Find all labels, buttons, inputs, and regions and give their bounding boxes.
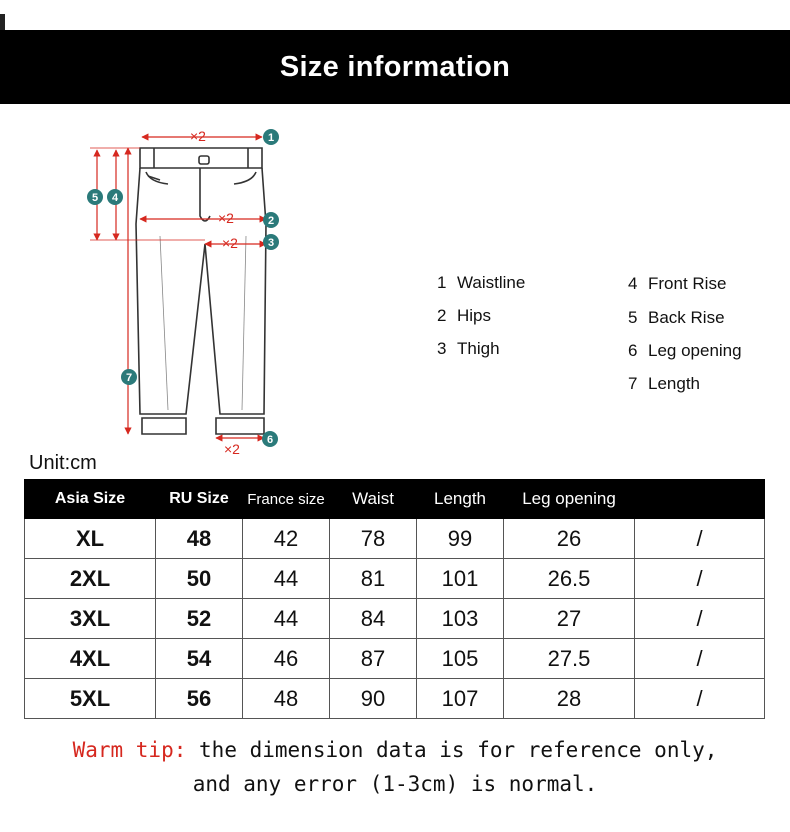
table-row: [25, 679, 765, 719]
table-cell: 56: [156, 679, 243, 719]
size-table: [24, 479, 765, 719]
table-cell: 26.5: [504, 559, 635, 599]
table-cell: 26: [504, 519, 635, 559]
marker-3: [263, 234, 279, 250]
table-cell: 28: [504, 679, 635, 719]
table-cell: 105: [417, 639, 504, 679]
table-cell: 103: [417, 599, 504, 639]
table-cell: XL: [25, 519, 156, 559]
svg-text:5: 5: [91, 192, 99, 204]
table-cell: 5XL: [25, 679, 156, 719]
table-cell: 50: [156, 559, 243, 599]
column-header: [635, 480, 765, 519]
svg-text:1: 1: [267, 132, 275, 144]
page-title: Size information: [279, 50, 511, 83]
table-cell: /: [635, 639, 765, 679]
pants-outline: [136, 148, 266, 434]
warm-tip-prefix: Warm tip:: [72, 738, 187, 762]
legend-item-hips: 2 Hips: [437, 306, 492, 325]
column-header: Length: [417, 480, 504, 519]
table-cell: 99: [417, 519, 504, 559]
marker-5: [87, 189, 103, 205]
multiplier-label: ×2: [218, 210, 234, 226]
svg-text:2: 2: [267, 215, 275, 227]
table-cell: 84: [330, 599, 417, 639]
column-header: Leg opening: [504, 480, 635, 519]
marker-1: [263, 129, 279, 145]
table-row: [25, 599, 765, 639]
warm-tip-line-2: [0, 772, 790, 796]
table-cell: 107: [417, 679, 504, 719]
warm-tip-text: the dimension data is for reference only,: [199, 738, 718, 762]
column-header: Waist: [330, 480, 417, 519]
legend-item-leg-opening: 6 Leg opening: [628, 341, 742, 360]
warm-tip-line-1: [0, 738, 790, 762]
svg-text:3: 3: [267, 237, 275, 249]
multiplier-label: ×2: [224, 441, 240, 457]
table-cell: 48: [156, 519, 243, 559]
legend-item-front-rise: 4 Front Rise: [628, 274, 727, 293]
table-cell: 46: [243, 639, 330, 679]
legend-item-back-rise: 5 Back Rise: [628, 308, 725, 327]
table-cell: 52: [156, 599, 243, 639]
marker-7: [121, 369, 137, 385]
table-cell: 2XL: [25, 559, 156, 599]
table-cell: 81: [330, 559, 417, 599]
svg-text:6: 6: [266, 434, 274, 446]
marker-6: [262, 431, 278, 447]
corner-mark: [0, 14, 5, 30]
table-cell: 27.5: [504, 639, 635, 679]
legend-item-thigh: 3 Thigh: [437, 339, 500, 358]
measurement-lines: [90, 137, 266, 438]
pants-measurement-diagram: [0, 104, 420, 464]
svg-text:7: 7: [125, 372, 133, 384]
column-header: France size: [243, 480, 330, 519]
table-cell: /: [635, 559, 765, 599]
table-row: [25, 559, 765, 599]
legend-item-waistline: 1 Waistline: [437, 273, 526, 292]
table-cell: 27: [504, 599, 635, 639]
table-cell: 42: [243, 519, 330, 559]
table-cell: 54: [156, 639, 243, 679]
table-cell: 3XL: [25, 599, 156, 639]
unit-label: Unit:cm: [29, 452, 97, 474]
table-cell: 48: [243, 679, 330, 719]
table-header-row: [25, 480, 765, 519]
table-row: [25, 519, 765, 559]
table-cell: 78: [330, 519, 417, 559]
svg-text:4: 4: [111, 192, 119, 204]
table-cell: 4XL: [25, 639, 156, 679]
table-cell: 101: [417, 559, 504, 599]
marker-2: [263, 212, 279, 228]
header-banner: [0, 30, 790, 104]
table-cell: 44: [243, 599, 330, 639]
table-cell: 87: [330, 639, 417, 679]
table-cell: 44: [243, 559, 330, 599]
table-cell: /: [635, 519, 765, 559]
table-cell: /: [635, 599, 765, 639]
legend-item-length: 7 Length: [628, 374, 700, 393]
warm-tip-text: and any error (1-3cm) is normal.: [192, 772, 598, 796]
marker-4: [107, 189, 123, 205]
multiplier-label: ×2: [222, 235, 238, 251]
column-header: RU Size: [156, 480, 243, 519]
multiplier-label: ×2: [190, 128, 206, 144]
column-header: Asia Size: [25, 480, 156, 519]
table-row: [25, 639, 765, 679]
table-cell: /: [635, 679, 765, 719]
table-cell: 90: [330, 679, 417, 719]
